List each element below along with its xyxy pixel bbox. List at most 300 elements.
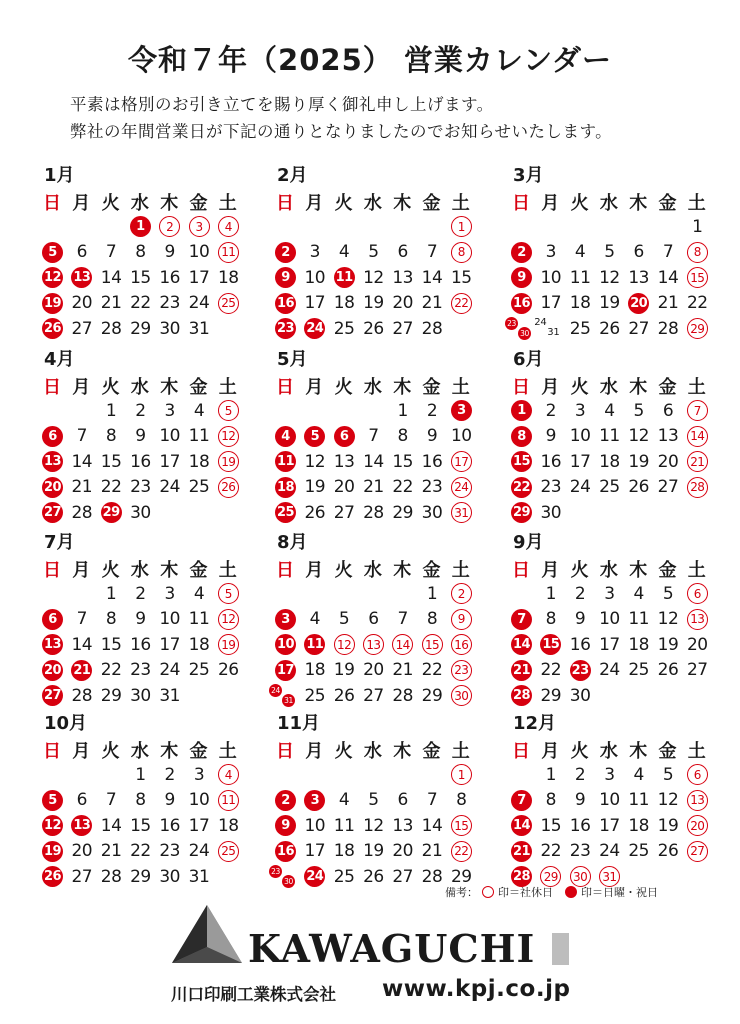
- day-number: 11: [628, 790, 649, 810]
- day-number: 28: [421, 318, 443, 339]
- holiday-day-number: 20: [42, 477, 63, 498]
- month-label: 6月: [513, 349, 544, 370]
- day-number: 27: [333, 502, 355, 523]
- day-number: 14: [421, 815, 443, 836]
- holiday-day-number: 2: [511, 242, 532, 263]
- day-cell: [447, 683, 476, 708]
- day-cell: [271, 607, 300, 632]
- holiday-day-number: 5: [304, 426, 325, 447]
- day-cell: [654, 265, 683, 290]
- day-cell: [271, 864, 300, 889]
- month-label: 3月: [513, 165, 544, 186]
- month-label: 8月: [277, 532, 308, 553]
- day-number: 12: [363, 267, 384, 288]
- company-holiday-day-number: 22: [451, 841, 472, 862]
- weekday-header: 木: [393, 193, 412, 214]
- day-number: 1: [545, 764, 556, 785]
- holiday-day-number: 11: [275, 451, 296, 472]
- day-cell: [418, 398, 447, 423]
- day-number: 19: [628, 451, 649, 472]
- month-label: 11月: [277, 713, 321, 734]
- holiday-day-number: 13: [42, 634, 63, 655]
- holiday-day-number: 1: [511, 400, 532, 421]
- day-cell: [388, 632, 417, 657]
- day-cell: [654, 240, 683, 265]
- day-cell: [126, 581, 155, 606]
- company-holiday-day-number: 8: [687, 242, 708, 263]
- day-cell: [214, 291, 243, 316]
- day-cell: [566, 607, 595, 632]
- day-number: 19: [363, 841, 384, 861]
- day-cell: [447, 449, 476, 474]
- day-cell: [126, 500, 155, 525]
- day-number: 16: [421, 451, 443, 472]
- holiday-day-number: 16: [511, 293, 532, 314]
- day-cell: [126, 316, 155, 341]
- weekday-header: 土: [218, 560, 237, 581]
- day-number: 2: [574, 583, 586, 604]
- day-cell: [624, 839, 653, 864]
- day-cell: [624, 658, 653, 683]
- weekday-header: 日: [43, 377, 61, 398]
- day-number: 21: [392, 660, 413, 680]
- holiday-day-number: 10: [275, 634, 296, 655]
- day-number: 10: [569, 426, 591, 446]
- day-cell: [155, 240, 184, 265]
- day-number: 22: [540, 660, 562, 680]
- day-cell: [418, 607, 447, 632]
- greeting-line-2: 弊社の年間営業日が下記の通りとなりましたのでお知らせいたします。: [70, 122, 613, 141]
- day-number: 30: [421, 502, 443, 523]
- holiday-day-number: 27: [42, 685, 63, 706]
- day-number: 28: [363, 502, 384, 523]
- day-number: 1: [105, 583, 117, 604]
- day-number: 13: [392, 815, 413, 836]
- day-cell: [97, 291, 126, 316]
- day-number: 19: [657, 815, 679, 836]
- day-cell: [330, 607, 359, 632]
- day-cell: [595, 607, 624, 632]
- weekday-header: 土: [687, 193, 706, 214]
- holiday-day-number: 5: [42, 790, 63, 811]
- day-cell: [536, 475, 565, 500]
- day-cell: [595, 658, 624, 683]
- day-cell: [624, 475, 653, 500]
- day-number: 24: [534, 317, 547, 328]
- day-number: 26: [304, 502, 326, 523]
- day-number: 31: [282, 694, 295, 707]
- month-label: 7月: [44, 532, 75, 553]
- day-cell: [683, 762, 712, 787]
- day-cell: [536, 398, 565, 423]
- day-number: 26: [628, 477, 649, 497]
- day-cell: [38, 813, 67, 838]
- day-cell: [418, 813, 447, 838]
- day-cell: [300, 475, 329, 500]
- day-cell: [536, 316, 565, 341]
- day-cell: [536, 424, 565, 449]
- day-cell: [566, 788, 595, 813]
- day-number: 15: [450, 267, 472, 288]
- day-cell: [624, 607, 653, 632]
- holiday-day-number: 4: [275, 426, 296, 447]
- holiday-day-number: 28: [511, 866, 532, 887]
- day-cell: [330, 658, 359, 683]
- weekday-header: 月: [72, 377, 91, 398]
- day-cell: [507, 658, 536, 683]
- day-cell: [595, 265, 624, 290]
- day-number: 22: [686, 293, 708, 313]
- day-cell: [155, 864, 184, 889]
- weekday-header: 木: [629, 193, 648, 214]
- day-cell: [388, 788, 417, 813]
- day-cell: [595, 291, 624, 316]
- day-cell: [126, 813, 155, 838]
- day-cell: [595, 449, 624, 474]
- day-cell: [126, 240, 155, 265]
- day-number: 21: [657, 293, 679, 313]
- day-cell: [126, 265, 155, 290]
- day-cell: [214, 658, 243, 683]
- weekday-header: 日: [43, 741, 61, 762]
- day-cell: [507, 316, 536, 341]
- day-cell: [507, 683, 536, 708]
- day-number: 2: [574, 764, 586, 785]
- holiday-day-number: 9: [275, 267, 296, 288]
- day-cell: [214, 475, 243, 500]
- day-number: 21: [100, 841, 122, 861]
- holiday-day-number: 16: [275, 841, 296, 862]
- day-cell: [624, 632, 653, 657]
- day-cell: [595, 475, 624, 500]
- day-cell: [359, 839, 388, 864]
- day-cell: [300, 864, 329, 889]
- day-cell: [214, 581, 243, 606]
- day-number: 30: [159, 866, 180, 887]
- day-cell: [624, 265, 653, 290]
- day-cell: [300, 449, 329, 474]
- day-cell: [67, 658, 96, 683]
- day-cell: [418, 864, 447, 889]
- day-number: 4: [309, 609, 320, 629]
- day-cell: [654, 424, 683, 449]
- day-number: 19: [304, 477, 326, 497]
- day-cell: [359, 864, 388, 889]
- day-cell: [418, 683, 447, 708]
- company-holiday-day-number: 12: [218, 609, 239, 630]
- legend: [445, 884, 658, 900]
- day-cell: [595, 788, 624, 813]
- day-number: 23: [569, 841, 591, 861]
- day-number: 3: [164, 400, 175, 421]
- day-cell: [359, 683, 388, 708]
- day-cell: [536, 658, 565, 683]
- weekday-header: 水: [363, 193, 382, 214]
- day-number: 3: [574, 400, 586, 421]
- day-cell: [359, 813, 388, 838]
- day-number: 27: [392, 866, 413, 887]
- day-cell: [271, 291, 300, 316]
- weekday-header: 日: [512, 741, 530, 762]
- day-cell: [654, 581, 683, 606]
- day-cell: [683, 316, 712, 341]
- day-number: 10: [304, 267, 326, 288]
- weekday-header: 金: [658, 741, 677, 762]
- weekday-header: 日: [276, 377, 294, 398]
- day-cell: [67, 449, 96, 474]
- day-cell: [595, 581, 624, 606]
- weekday-header: 金: [422, 193, 441, 214]
- month-block: [507, 709, 717, 884]
- weekday-header: 火: [101, 377, 120, 398]
- day-cell: [418, 291, 447, 316]
- day-number: 9: [164, 242, 175, 262]
- day-number: 13: [392, 267, 413, 288]
- day-number: 8: [135, 242, 146, 262]
- day-cell: [388, 839, 417, 864]
- day-number: 5: [368, 790, 379, 810]
- weekday-header: 木: [393, 377, 412, 398]
- day-cell: [155, 788, 184, 813]
- weekday-header: 火: [334, 741, 353, 762]
- day-cell: [155, 607, 184, 632]
- day-number: 17: [188, 815, 210, 836]
- day-number: 4: [193, 400, 205, 421]
- day-number: 18: [569, 293, 591, 313]
- day-cell: [654, 813, 683, 838]
- day-cell: [595, 839, 624, 864]
- day-number: 27: [628, 318, 649, 339]
- day-cell: [155, 581, 184, 606]
- company-holiday-day-number: 30: [570, 866, 591, 887]
- day-cell: [185, 265, 214, 290]
- day-cell: [185, 449, 214, 474]
- weekday-header: 金: [189, 741, 208, 762]
- holiday-day-number: 21: [511, 841, 532, 862]
- day-cell: [126, 864, 155, 889]
- day-number: 30: [130, 685, 151, 706]
- holiday-day-number: 3: [275, 609, 296, 630]
- holiday-day-number: 6: [334, 426, 355, 447]
- day-cell: [67, 316, 96, 341]
- day-cell: [185, 864, 214, 889]
- day-number: 18: [628, 815, 649, 836]
- day-number: 15: [392, 451, 413, 472]
- day-cell: [566, 581, 595, 606]
- day-number: 28: [100, 866, 122, 887]
- day-cell: [566, 658, 595, 683]
- day-number: 6: [397, 790, 408, 810]
- day-number: 20: [657, 451, 679, 472]
- day-number: 23: [159, 293, 180, 313]
- day-cell: [185, 240, 214, 265]
- day-number: 16: [569, 634, 591, 655]
- day-number: 24: [599, 660, 620, 680]
- day-cell: [536, 291, 565, 316]
- day-cell: [271, 632, 300, 657]
- day-cell: [185, 581, 214, 606]
- day-number: 9: [164, 790, 175, 810]
- day-cell: [271, 813, 300, 838]
- company-holiday-day-number: 13: [363, 634, 384, 655]
- month-block: [507, 345, 717, 523]
- day-number: 4: [338, 790, 350, 810]
- day-number: 30: [540, 502, 562, 523]
- day-number: 26: [599, 318, 620, 339]
- company-name: 川口印刷工業株式会社: [171, 985, 336, 1004]
- weekday-header: 火: [101, 560, 120, 581]
- day-cell: [624, 788, 653, 813]
- day-cell: [38, 839, 67, 864]
- greeting-line-1: 平素は格別のお引き立てを賜り厚く御礼申し上げます。: [70, 95, 494, 114]
- month-block: [271, 528, 481, 706]
- day-number: 12: [363, 815, 384, 836]
- day-cell: [38, 607, 67, 632]
- holiday-day-number: 13: [71, 267, 92, 288]
- day-cell: [271, 658, 300, 683]
- day-number: 30: [130, 502, 151, 523]
- open-circle-icon: [482, 886, 494, 898]
- day-cell: [447, 813, 476, 838]
- day-cell: [38, 265, 67, 290]
- day-cell: [97, 475, 126, 500]
- weekday-header: 日: [276, 741, 294, 762]
- day-number: 22: [130, 841, 151, 861]
- day-number: 11: [188, 609, 210, 629]
- day-cell: [214, 762, 243, 787]
- day-cell: [595, 316, 624, 341]
- day-number: 22: [392, 477, 413, 497]
- day-number: 8: [105, 426, 117, 446]
- day-cell: [654, 475, 683, 500]
- day-number: 16: [159, 267, 180, 288]
- day-number: 26: [217, 660, 239, 680]
- day-number: 22: [100, 660, 122, 680]
- month-label: 1月: [44, 165, 75, 186]
- company-holiday-day-number: 8: [451, 242, 472, 263]
- holiday-day-number: 29: [101, 502, 122, 523]
- weekday-header: 金: [658, 377, 677, 398]
- holiday-day-number: 14: [511, 634, 532, 655]
- weekday-header: 火: [334, 193, 353, 214]
- day-cell: [214, 813, 243, 838]
- day-cell: [271, 449, 300, 474]
- day-cell: [624, 813, 653, 838]
- day-number: 3: [164, 583, 175, 604]
- day-cell: [536, 762, 565, 787]
- day-cell: [185, 813, 214, 838]
- day-cell: [155, 475, 184, 500]
- day-number: 20: [333, 477, 355, 497]
- day-number: 28: [392, 685, 413, 706]
- day-cell: [185, 762, 214, 787]
- day-cell: [566, 316, 595, 341]
- day-cell: [507, 475, 536, 500]
- day-cell: [388, 240, 417, 265]
- day-cell: [536, 813, 565, 838]
- day-cell: [271, 424, 300, 449]
- company-holiday-day-number: 1: [451, 764, 472, 785]
- day-number: 21: [363, 477, 384, 497]
- day-number: 30: [569, 685, 591, 706]
- day-number: 18: [188, 451, 210, 472]
- company-holiday-day-number: 31: [451, 502, 472, 523]
- day-cell: [126, 762, 155, 787]
- day-number: 6: [368, 609, 379, 629]
- weekday-header: 金: [189, 560, 208, 581]
- day-cell: [683, 839, 712, 864]
- day-cell: [418, 316, 447, 341]
- legend-prefix: 備考：: [445, 886, 478, 899]
- day-cell: [507, 839, 536, 864]
- day-number: 24: [159, 477, 180, 497]
- day-cell: [683, 788, 712, 813]
- day-cell: [654, 658, 683, 683]
- day-cell: [97, 683, 126, 708]
- day-cell: [214, 449, 243, 474]
- day-number: 15: [130, 267, 151, 288]
- day-number: 15: [100, 634, 122, 655]
- holiday-day-number: 25: [275, 502, 296, 523]
- day-number: 14: [100, 267, 122, 288]
- day-number: 17: [304, 293, 326, 313]
- day-cell: [654, 316, 683, 341]
- holiday-day-number: 19: [42, 841, 63, 862]
- day-number: 5: [662, 764, 674, 785]
- day-cell: [300, 607, 329, 632]
- day-cell: [214, 424, 243, 449]
- day-number: 19: [657, 634, 679, 655]
- day-cell: [536, 449, 565, 474]
- day-cell: [536, 632, 565, 657]
- weekday-header: 水: [599, 560, 618, 581]
- company-holiday-day-number: 22: [451, 293, 472, 314]
- company-holiday-day-number: 24: [451, 477, 472, 498]
- day-cell: [271, 316, 300, 341]
- holiday-day-number: 5: [42, 242, 63, 263]
- day-cell: [214, 607, 243, 632]
- day-cell: [388, 683, 417, 708]
- company-holiday-day-number: 5: [218, 583, 239, 604]
- day-cell: [38, 683, 67, 708]
- company-holiday-day-number: 29: [540, 866, 561, 887]
- day-cell: [654, 762, 683, 787]
- day-cell: [330, 291, 359, 316]
- holiday-day-number: 9: [511, 267, 532, 288]
- day-number: 3: [545, 242, 556, 262]
- day-number: 4: [574, 242, 586, 262]
- holiday-day-number: 7: [511, 609, 532, 630]
- day-cell: [388, 475, 417, 500]
- weekday-header: 月: [541, 377, 560, 398]
- day-cell: [359, 424, 388, 449]
- day-cell: [67, 291, 96, 316]
- website-link[interactable]: www.kpj.co.jp: [382, 976, 571, 1002]
- month-block: [271, 709, 481, 887]
- day-number: 27: [657, 477, 679, 497]
- day-cell: [388, 316, 417, 341]
- day-number: 10: [188, 790, 210, 810]
- weekday-header: 土: [687, 741, 706, 762]
- day-cell: [97, 265, 126, 290]
- day-cell: [507, 788, 536, 813]
- day-number: 10: [188, 242, 210, 262]
- day-number: 6: [662, 400, 674, 421]
- day-cell: [683, 581, 712, 606]
- holiday-day-number: 21: [71, 660, 92, 681]
- weekday-header: 土: [451, 741, 470, 762]
- day-cell: [300, 265, 329, 290]
